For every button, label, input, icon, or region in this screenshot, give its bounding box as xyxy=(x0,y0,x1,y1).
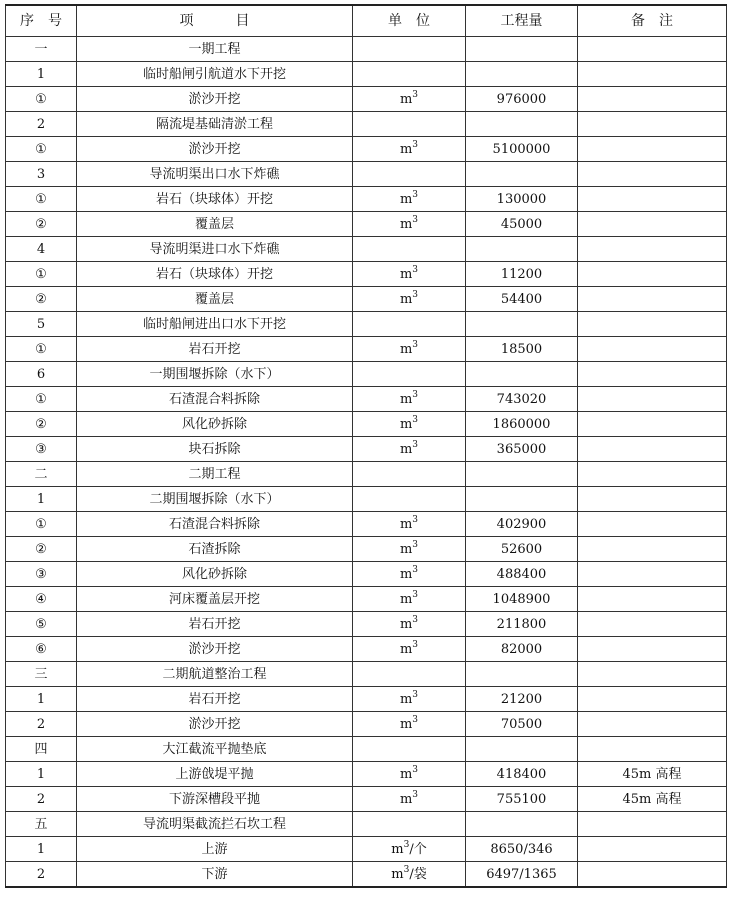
table-row xyxy=(6,212,727,237)
cell-item: 临时船闸进出口水下开挖 xyxy=(77,312,353,337)
cell-quantity xyxy=(466,662,578,687)
unit-superscript: 3 xyxy=(412,764,419,775)
table-row xyxy=(6,637,727,662)
cell-note xyxy=(578,462,727,487)
unit-base: m xyxy=(399,716,413,732)
cell-no: 四 xyxy=(6,737,77,762)
cell-quantity xyxy=(466,162,578,187)
cell-item: 淤沙开挖 xyxy=(77,87,353,112)
cell-no: ① xyxy=(6,512,77,537)
header-unit: 单 位 xyxy=(353,5,466,37)
cell-quantity xyxy=(466,812,578,837)
cell-unit xyxy=(353,687,466,712)
cell-unit xyxy=(353,137,466,162)
unit-superscript: 3 xyxy=(412,414,419,425)
unit-base: m xyxy=(399,91,413,107)
table-row xyxy=(6,462,727,487)
unit-base: m xyxy=(399,516,413,532)
cell-item: 隔流堤基础清淤工程 xyxy=(77,112,353,137)
table-row xyxy=(6,862,727,888)
cell-unit xyxy=(353,287,466,312)
unit-superscript: 3 xyxy=(412,539,419,550)
cell-quantity xyxy=(466,737,578,762)
unit-superscript: 3 xyxy=(412,589,419,600)
cell-item: 二期航道整治工程 xyxy=(77,662,353,687)
unit-base: m xyxy=(399,291,413,307)
unit-base: m xyxy=(399,191,413,207)
cell-item: 石渣混合料拆除 xyxy=(77,512,353,537)
table-row xyxy=(6,562,727,587)
cell-note xyxy=(578,112,727,137)
cell-note xyxy=(578,537,727,562)
cell-item: 岩石开挖 xyxy=(77,687,353,712)
cell-no: ① xyxy=(6,262,77,287)
cell-unit xyxy=(353,312,466,337)
unit-base: m xyxy=(399,141,413,157)
cell-quantity: 743020 xyxy=(466,387,578,412)
cell-no: 1 xyxy=(6,837,77,862)
unit-base: m xyxy=(399,341,413,357)
unit-base: m xyxy=(391,866,404,882)
unit-base: m xyxy=(399,566,413,582)
unit-base: m xyxy=(399,691,413,707)
quantity-table xyxy=(5,4,727,888)
cell-no: 1 xyxy=(6,762,77,787)
unit-superscript: 3 xyxy=(412,189,419,200)
table-row xyxy=(6,337,727,362)
cell-no: 2 xyxy=(6,112,77,137)
cell-quantity xyxy=(466,487,578,512)
cell-quantity xyxy=(466,37,578,62)
cell-note: 45m 高程 xyxy=(578,787,727,812)
cell-quantity: 130000 xyxy=(466,187,578,212)
unit-superscript: 3 xyxy=(412,564,419,575)
cell-item: 岩石开挖 xyxy=(77,337,353,362)
header-no: 序 号 xyxy=(6,5,77,37)
cell-no: 一 xyxy=(6,37,77,62)
cell-item: 石渣拆除 xyxy=(77,537,353,562)
table-row xyxy=(6,837,727,862)
unit-superscript: 3 xyxy=(412,264,419,275)
cell-unit xyxy=(353,612,466,637)
unit-base: m xyxy=(399,641,413,657)
cell-item: 上游戗堤平抛 xyxy=(77,762,353,787)
cell-note xyxy=(578,837,727,862)
cell-no: 3 xyxy=(6,162,77,187)
cell-item: 二期工程 xyxy=(77,462,353,487)
cell-note xyxy=(578,287,727,312)
unit-superscript: 3 xyxy=(412,789,419,800)
cell-note: 45m 高程 xyxy=(578,762,727,787)
cell-unit xyxy=(353,462,466,487)
cell-note xyxy=(578,312,727,337)
cell-note xyxy=(578,687,727,712)
table-row xyxy=(6,512,727,537)
unit-base: m xyxy=(399,266,413,282)
cell-no: ① xyxy=(6,87,77,112)
cell-note xyxy=(578,262,727,287)
cell-no: ① xyxy=(6,187,77,212)
cell-quantity xyxy=(466,112,578,137)
unit-superscript: 3 xyxy=(412,339,419,350)
cell-unit xyxy=(353,412,466,437)
table-row xyxy=(6,537,727,562)
unit-base: m xyxy=(399,766,413,782)
cell-note xyxy=(578,187,727,212)
cell-unit xyxy=(353,637,466,662)
cell-note xyxy=(578,412,727,437)
cell-no: 6 xyxy=(6,362,77,387)
cell-note xyxy=(578,662,727,687)
cell-quantity: 488400 xyxy=(466,562,578,587)
unit-superscript: 3 xyxy=(412,439,419,450)
cell-no: 4 xyxy=(6,237,77,262)
cell-quantity: 21200 xyxy=(466,687,578,712)
cell-note xyxy=(578,87,727,112)
cell-unit xyxy=(353,537,466,562)
table-row xyxy=(6,62,727,87)
table-row xyxy=(6,762,727,787)
cell-note xyxy=(578,137,727,162)
cell-unit xyxy=(353,437,466,462)
cell-note xyxy=(578,37,727,62)
cell-no: 三 xyxy=(6,662,77,687)
cell-no: ⑥ xyxy=(6,637,77,662)
cell-item: 块石拆除 xyxy=(77,437,353,462)
table-row xyxy=(6,387,727,412)
table-row xyxy=(6,262,727,287)
cell-note xyxy=(578,512,727,537)
table-row xyxy=(6,37,727,62)
cell-no: ① xyxy=(6,137,77,162)
cell-quantity xyxy=(466,62,578,87)
cell-unit xyxy=(353,62,466,87)
cell-no: 五 xyxy=(6,812,77,837)
unit-base: m xyxy=(399,391,413,407)
cell-item: 导流明渠进口水下炸礁 xyxy=(77,237,353,262)
cell-item: 岩石（块球体）开挖 xyxy=(77,262,353,287)
cell-item: 一期围堰拆除（水下） xyxy=(77,362,353,387)
cell-quantity: 402900 xyxy=(466,512,578,537)
cell-quantity: 1048900 xyxy=(466,587,578,612)
table-body xyxy=(6,37,727,888)
cell-quantity xyxy=(466,237,578,262)
cell-note xyxy=(578,237,727,262)
table-row xyxy=(6,112,727,137)
cell-note xyxy=(578,212,727,237)
cell-unit xyxy=(353,87,466,112)
cell-no: ③ xyxy=(6,562,77,587)
cell-item: 大江截流平抛垫底 xyxy=(77,737,353,762)
unit-base: m xyxy=(391,841,404,857)
cell-note xyxy=(578,362,727,387)
cell-unit xyxy=(353,862,466,888)
cell-item: 下游 xyxy=(77,862,353,888)
table-row xyxy=(6,612,727,637)
cell-no: 2 xyxy=(6,862,77,888)
cell-quantity: 976000 xyxy=(466,87,578,112)
cell-unit xyxy=(353,362,466,387)
cell-note xyxy=(578,637,727,662)
cell-no: 1 xyxy=(6,62,77,87)
cell-unit xyxy=(353,812,466,837)
header-note: 备 注 xyxy=(578,5,727,37)
unit-superscript: 3 xyxy=(412,714,419,725)
unit-superscript: 3 xyxy=(412,89,419,100)
cell-unit xyxy=(353,337,466,362)
header-item: 项 目 xyxy=(77,5,353,37)
cell-unit xyxy=(353,262,466,287)
cell-no: ④ xyxy=(6,587,77,612)
cell-quantity: 418400 xyxy=(466,762,578,787)
unit-superscript: 3 xyxy=(403,864,410,875)
unit-suffix: /个 xyxy=(409,841,427,857)
cell-quantity: 365000 xyxy=(466,437,578,462)
unit-suffix: /袋 xyxy=(409,866,427,882)
table-row xyxy=(6,162,727,187)
cell-unit xyxy=(353,187,466,212)
cell-item: 淤沙开挖 xyxy=(77,712,353,737)
unit-superscript: 3 xyxy=(412,139,419,150)
cell-no: 1 xyxy=(6,487,77,512)
cell-no: 1 xyxy=(6,687,77,712)
cell-no: ① xyxy=(6,387,77,412)
cell-item: 导流明渠截流拦石坎工程 xyxy=(77,812,353,837)
cell-unit xyxy=(353,37,466,62)
table-row xyxy=(6,787,727,812)
cell-no: ① xyxy=(6,337,77,362)
cell-quantity: 82000 xyxy=(466,637,578,662)
cell-item: 一期工程 xyxy=(77,37,353,62)
table-row xyxy=(6,312,727,337)
unit-superscript: 3 xyxy=(412,614,419,625)
unit-base: m xyxy=(399,616,413,632)
cell-quantity: 5100000 xyxy=(466,137,578,162)
cell-no: 2 xyxy=(6,712,77,737)
cell-note xyxy=(578,712,727,737)
cell-item: 淤沙开挖 xyxy=(77,637,353,662)
cell-unit xyxy=(353,112,466,137)
cell-quantity xyxy=(466,362,578,387)
cell-unit xyxy=(353,512,466,537)
cell-quantity: 52600 xyxy=(466,537,578,562)
cell-item: 二期围堰拆除（水下） xyxy=(77,487,353,512)
cell-quantity: 54400 xyxy=(466,287,578,312)
cell-no: ② xyxy=(6,537,77,562)
table-row xyxy=(6,812,727,837)
cell-unit xyxy=(353,712,466,737)
unit-base: m xyxy=(399,416,413,432)
unit-superscript: 3 xyxy=(412,639,419,650)
table-row xyxy=(6,287,727,312)
cell-no: 二 xyxy=(6,462,77,487)
cell-note xyxy=(578,612,727,637)
cell-unit xyxy=(353,737,466,762)
cell-quantity: 45000 xyxy=(466,212,578,237)
cell-item: 岩石开挖 xyxy=(77,612,353,637)
cell-no: 2 xyxy=(6,787,77,812)
unit-superscript: 3 xyxy=(412,289,419,300)
table-row xyxy=(6,87,727,112)
cell-note xyxy=(578,812,727,837)
cell-item: 石渣混合料拆除 xyxy=(77,387,353,412)
cell-quantity: 11200 xyxy=(466,262,578,287)
cell-no: ② xyxy=(6,287,77,312)
cell-unit xyxy=(353,487,466,512)
cell-unit xyxy=(353,387,466,412)
cell-unit xyxy=(353,212,466,237)
cell-no: 5 xyxy=(6,312,77,337)
cell-item: 淤沙开挖 xyxy=(77,137,353,162)
cell-unit xyxy=(353,162,466,187)
cell-unit xyxy=(353,787,466,812)
table-row xyxy=(6,237,727,262)
unit-superscript: 3 xyxy=(403,839,410,850)
cell-note xyxy=(578,737,727,762)
cell-unit xyxy=(353,837,466,862)
cell-quantity: 755100 xyxy=(466,787,578,812)
cell-unit xyxy=(353,562,466,587)
cell-note xyxy=(578,437,727,462)
cell-note xyxy=(578,337,727,362)
unit-superscript: 3 xyxy=(412,689,419,700)
cell-item: 河床覆盖层开挖 xyxy=(77,587,353,612)
cell-item: 导流明渠出口水下炸礁 xyxy=(77,162,353,187)
unit-base: m xyxy=(399,591,413,607)
cell-no: ② xyxy=(6,212,77,237)
cell-item: 风化砂拆除 xyxy=(77,412,353,437)
cell-quantity: 70500 xyxy=(466,712,578,737)
unit-base: m xyxy=(399,541,413,557)
table-row xyxy=(6,687,727,712)
cell-no: ② xyxy=(6,412,77,437)
cell-quantity xyxy=(466,312,578,337)
unit-superscript: 3 xyxy=(412,389,419,400)
table-row xyxy=(6,587,727,612)
table-row xyxy=(6,662,727,687)
cell-item: 风化砂拆除 xyxy=(77,562,353,587)
cell-note xyxy=(578,487,727,512)
cell-note xyxy=(578,387,727,412)
unit-base: m xyxy=(399,216,413,232)
header-quantity: 工程量 xyxy=(466,5,578,37)
unit-superscript: 3 xyxy=(412,514,419,525)
cell-unit xyxy=(353,762,466,787)
cell-item: 覆盖层 xyxy=(77,287,353,312)
table-row xyxy=(6,737,727,762)
unit-base: m xyxy=(399,791,413,807)
cell-item: 覆盖层 xyxy=(77,212,353,237)
cell-quantity: 6497/1365 xyxy=(466,862,578,888)
cell-quantity: 8650/346 xyxy=(466,837,578,862)
cell-item: 下游深槽段平抛 xyxy=(77,787,353,812)
unit-base: m xyxy=(399,441,413,457)
cell-quantity xyxy=(466,462,578,487)
table-header-row xyxy=(6,5,727,37)
table-row xyxy=(6,362,727,387)
cell-quantity: 1860000 xyxy=(466,412,578,437)
cell-item: 临时船闸引航道水下开挖 xyxy=(77,62,353,87)
cell-note xyxy=(578,162,727,187)
cell-unit xyxy=(353,587,466,612)
table-row xyxy=(6,412,727,437)
table-row xyxy=(6,437,727,462)
cell-quantity: 211800 xyxy=(466,612,578,637)
cell-note xyxy=(578,62,727,87)
cell-no: ⑤ xyxy=(6,612,77,637)
cell-item: 上游 xyxy=(77,837,353,862)
cell-note xyxy=(578,587,727,612)
cell-note xyxy=(578,862,727,888)
unit-superscript: 3 xyxy=(412,214,419,225)
table-row xyxy=(6,187,727,212)
table-row xyxy=(6,487,727,512)
cell-no: ③ xyxy=(6,437,77,462)
cell-unit xyxy=(353,662,466,687)
cell-item: 岩石（块球体）开挖 xyxy=(77,187,353,212)
cell-note xyxy=(578,562,727,587)
table-row xyxy=(6,137,727,162)
cell-quantity: 18500 xyxy=(466,337,578,362)
table-row xyxy=(6,712,727,737)
cell-unit xyxy=(353,237,466,262)
